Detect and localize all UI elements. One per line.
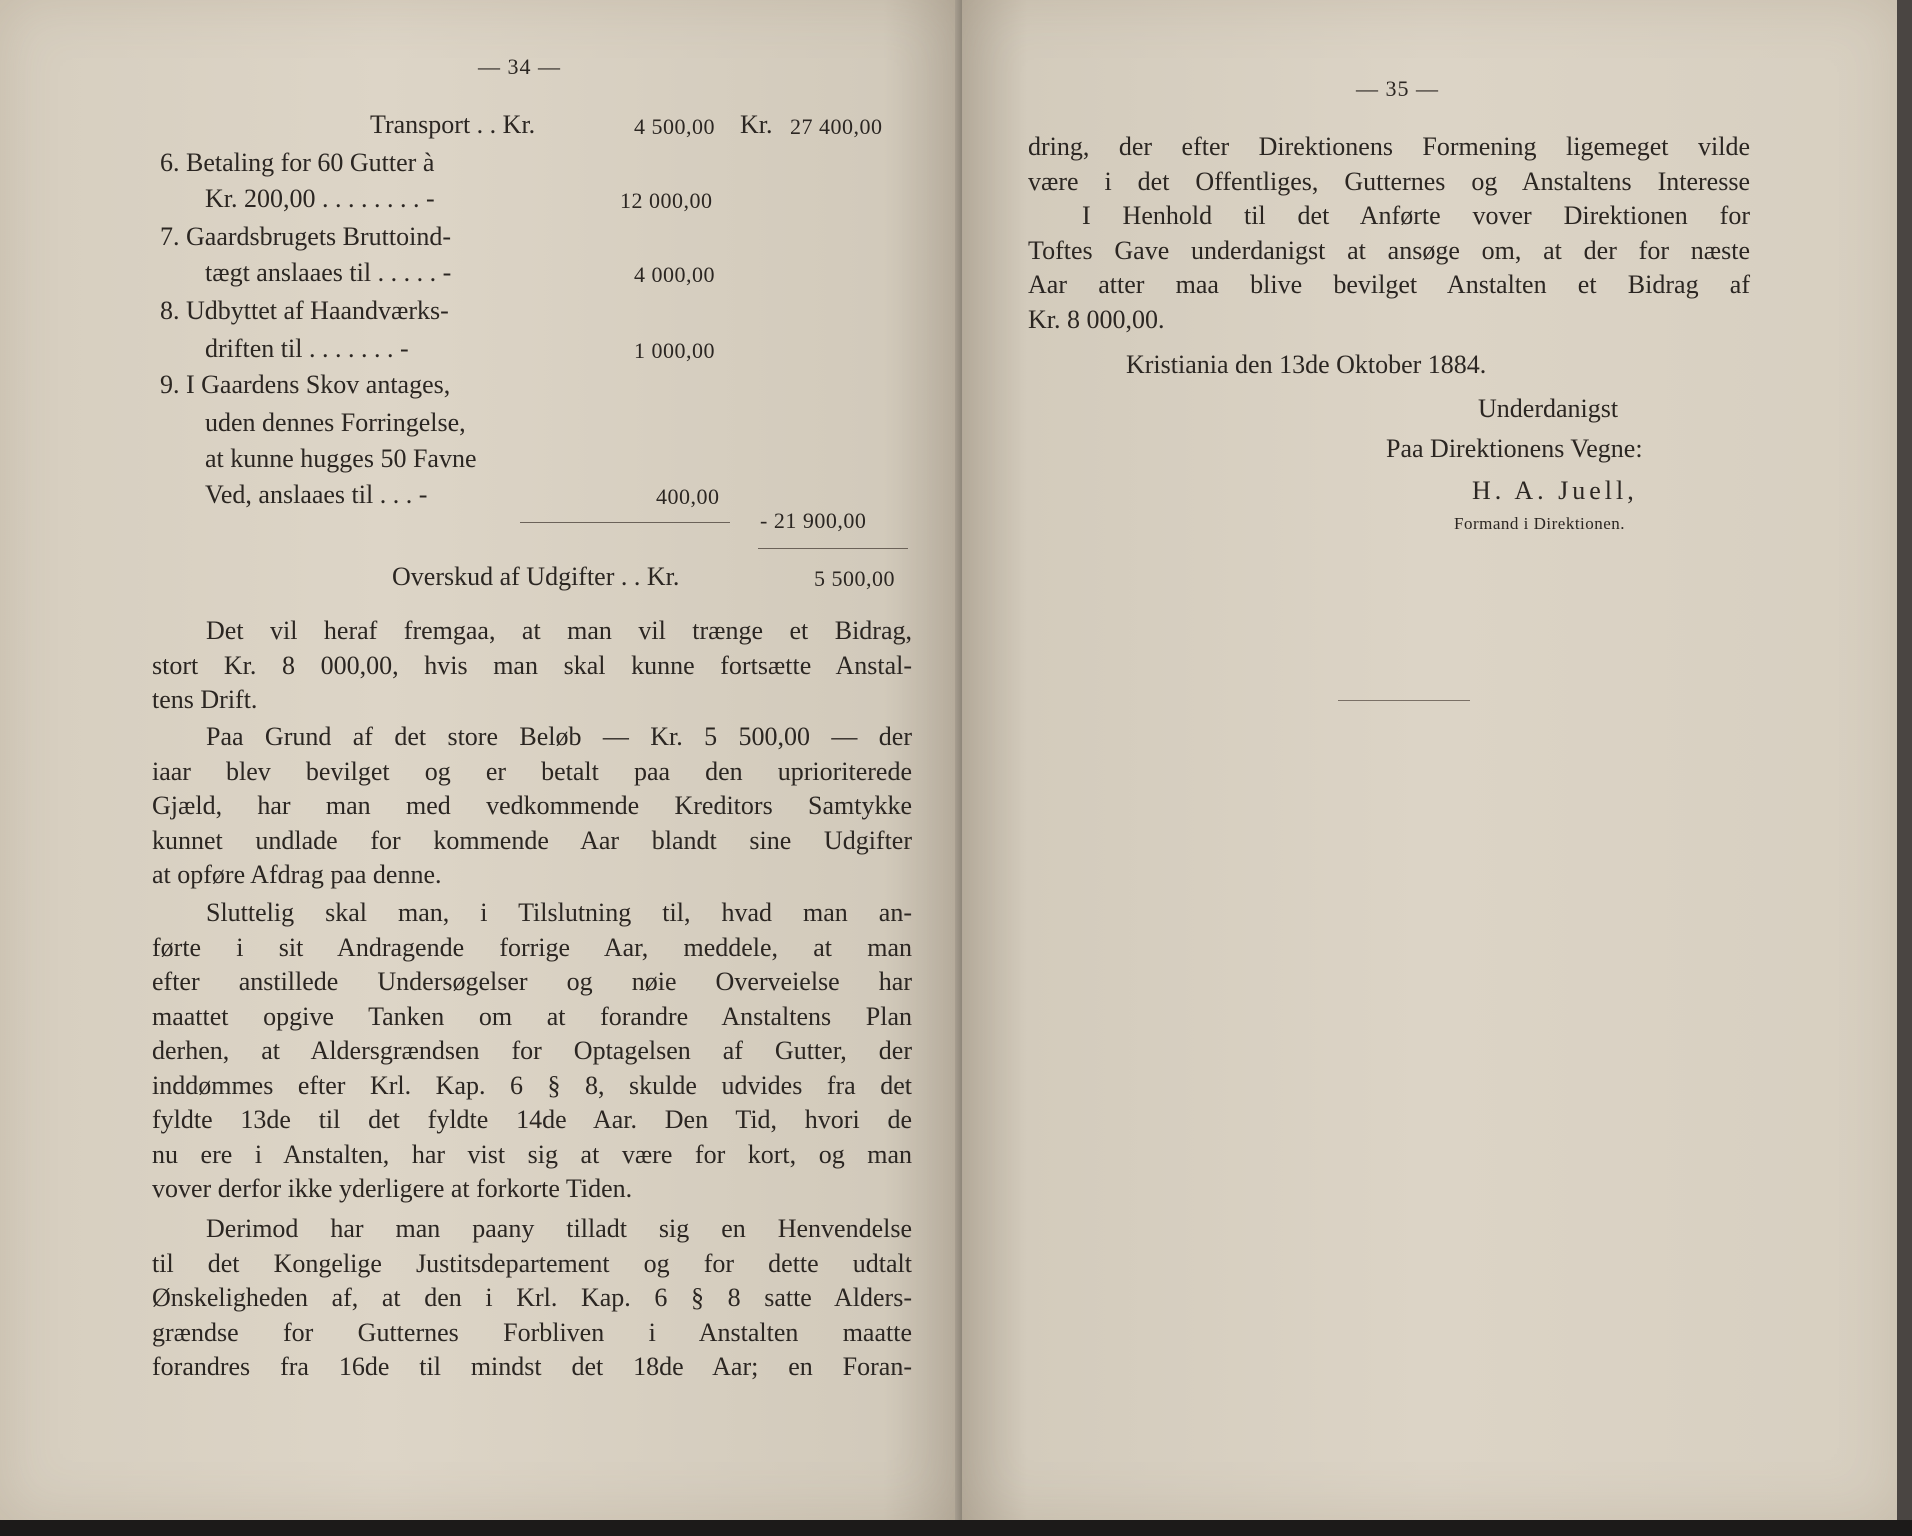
place-date: Kristiania den 13de Oktober 1884. <box>1126 350 1487 379</box>
transport-total-amount: 27 400,00 <box>790 114 883 139</box>
paragraph <box>152 614 912 718</box>
paragraph-line: kunnet undlade for kommende Aar blandt sine Udgifter <box>152 825 912 855</box>
surplus-amount: 5 500,00 <box>814 566 895 591</box>
paragraph-line: Ønskeligheden af, at den i Krl. Kap. 6 § 8 satte Alders- <box>152 1283 912 1312</box>
signatory-title: Formand i Direktionen. <box>1454 514 1626 533</box>
paragraph-line: Det vil heraf fremgaa, at man vil trænge et Bidrag, <box>206 616 912 645</box>
paragraph-line: derhen, at Aldersgrændsen for Optagelsen af Gutter, der <box>152 1036 912 1065</box>
paragraph-line: inddømmes efter Krl. Kap. 6 § 8, skulde udvides fra det <box>152 1070 912 1100</box>
ledger-item-line: 8. Udbyttet af Haandværks- <box>160 296 449 325</box>
paragraph-line: til det Kongelige Justitsdepartement og for dette udtalt <box>152 1248 912 1278</box>
paragraph-line: at opføre Afdrag paa denne. <box>152 860 442 889</box>
paragraph <box>152 1212 912 1385</box>
paragraph-line: fyldte 13de til det fyldte 14de Aar. Den Tid, hvori de <box>152 1105 912 1134</box>
on-behalf: Paa Direktionens Vegne: <box>1386 434 1643 463</box>
transport-label: Transport . . Kr. <box>370 110 536 139</box>
paragraph-line: Paa Grund af det store Beløb — Kr. 5 500,00 — der <box>206 722 912 751</box>
paragraph-line: Kr. 8 000,00. <box>1028 304 1165 334</box>
paragraph-line: Gjæld, har man med vedkommende Kreditors Samtykke <box>152 791 912 820</box>
left-page <box>0 0 960 1520</box>
paragraph-line: vover derfor ikke yderligere at forkorte Tiden. <box>152 1174 633 1203</box>
paragraph-line: iaar blev bevilget og er betalt paa den uprioriterede <box>152 756 912 786</box>
ledger-item-amount: 400,00 <box>656 484 720 509</box>
surplus-label: Overskud af Udgifter . . Kr. <box>392 562 680 591</box>
paragraph-line: Sluttelig skal man, i Tilslutning til, hvad man an- <box>206 898 912 927</box>
ledger-item-line: 9. I Gaardens Skov antages, <box>160 370 451 399</box>
ledger-item-line: tægt anslaaes til . . . . . - <box>205 258 452 287</box>
closing: Underdanigst <box>1478 394 1619 423</box>
paragraph <box>152 720 912 893</box>
transport-sub-amount: 4 500,00 <box>634 114 715 139</box>
paragraph-line: I Henhold til det Anførte vover Direktionen for <box>1082 201 1750 230</box>
subtotal-amount: - 21 900,00 <box>760 508 867 533</box>
subtotal-rule <box>520 522 730 523</box>
paragraph-line: stort Kr. 8 000,00, hvis man skal kunne fortsætte Anstal- <box>152 650 912 680</box>
paragraph-line: tens Drift. <box>152 685 258 714</box>
ledger-item-amount: 12 000,00 <box>620 188 713 213</box>
page-number: — 35 — <box>1356 76 1439 101</box>
ledger-item-line: driften til . . . . . . . - <box>205 334 409 363</box>
right-border <box>1897 0 1912 1536</box>
paragraph-line: dring, der efter Direktionens Formening ligemeget vilde <box>1028 132 1750 161</box>
paragraph-line: forandres fra 16de til mindst det 18de Aar; en Foran- <box>152 1352 912 1381</box>
bottom-border <box>0 1520 1912 1536</box>
end-rule <box>1338 700 1470 701</box>
paragraph-line: være i det Offentliges, Gutternes og Anstaltens Interesse <box>1028 166 1750 196</box>
paragraph-line: nu ere i Anstalten, har vist sig at være for kort, og man <box>152 1139 912 1169</box>
ledger-item-line: Kr. 200,00 . . . . . . . . - <box>205 184 435 213</box>
paragraph-line: efter anstillede Undersøgelser og nøie Overveielse har <box>152 967 912 996</box>
paragraph-line: Derimod har man paany tilladt sig en Henvendelse <box>206 1214 912 1243</box>
ledger-item-line: at kunne hugges 50 Favne <box>205 444 477 473</box>
paragraph <box>1028 130 1750 337</box>
ledger-item-line: 6. Betaling for 60 Gutter à <box>160 148 435 177</box>
ledger-item-line: Ved, anslaaes til . . . - <box>205 480 428 509</box>
paragraph-line: Aar atter maa blive bevilget Anstalten et Bidrag af <box>1028 270 1750 299</box>
paragraph-line: grændse for Gutternes Forbliven i Anstalten maatte <box>152 1317 912 1347</box>
page-number: — 34 — <box>478 54 561 79</box>
paragraph-line: maattet opgive Tanken om at forandre Anstaltens Plan <box>152 1001 912 1031</box>
ledger-item-amount: 4 000,00 <box>634 262 715 287</box>
right-page <box>962 0 1897 1520</box>
paragraph <box>152 896 912 1207</box>
transport-total-label: Kr. <box>740 110 773 139</box>
paragraph-line: Toftes Gave underdanigst at ansøge om, at der for næste <box>1028 235 1750 265</box>
ledger-item-line: uden dennes Forringelse, <box>205 408 466 437</box>
ledger-item-line: 7. Gaardsbrugets Bruttoind- <box>160 222 452 251</box>
total-rule <box>758 548 908 549</box>
ledger-item-amount: 1 000,00 <box>634 338 715 363</box>
signatory-name: H. A. Juell, <box>1472 476 1638 505</box>
paragraph-line: førte i sit Andragende forrige Aar, meddele, at man <box>152 932 912 962</box>
